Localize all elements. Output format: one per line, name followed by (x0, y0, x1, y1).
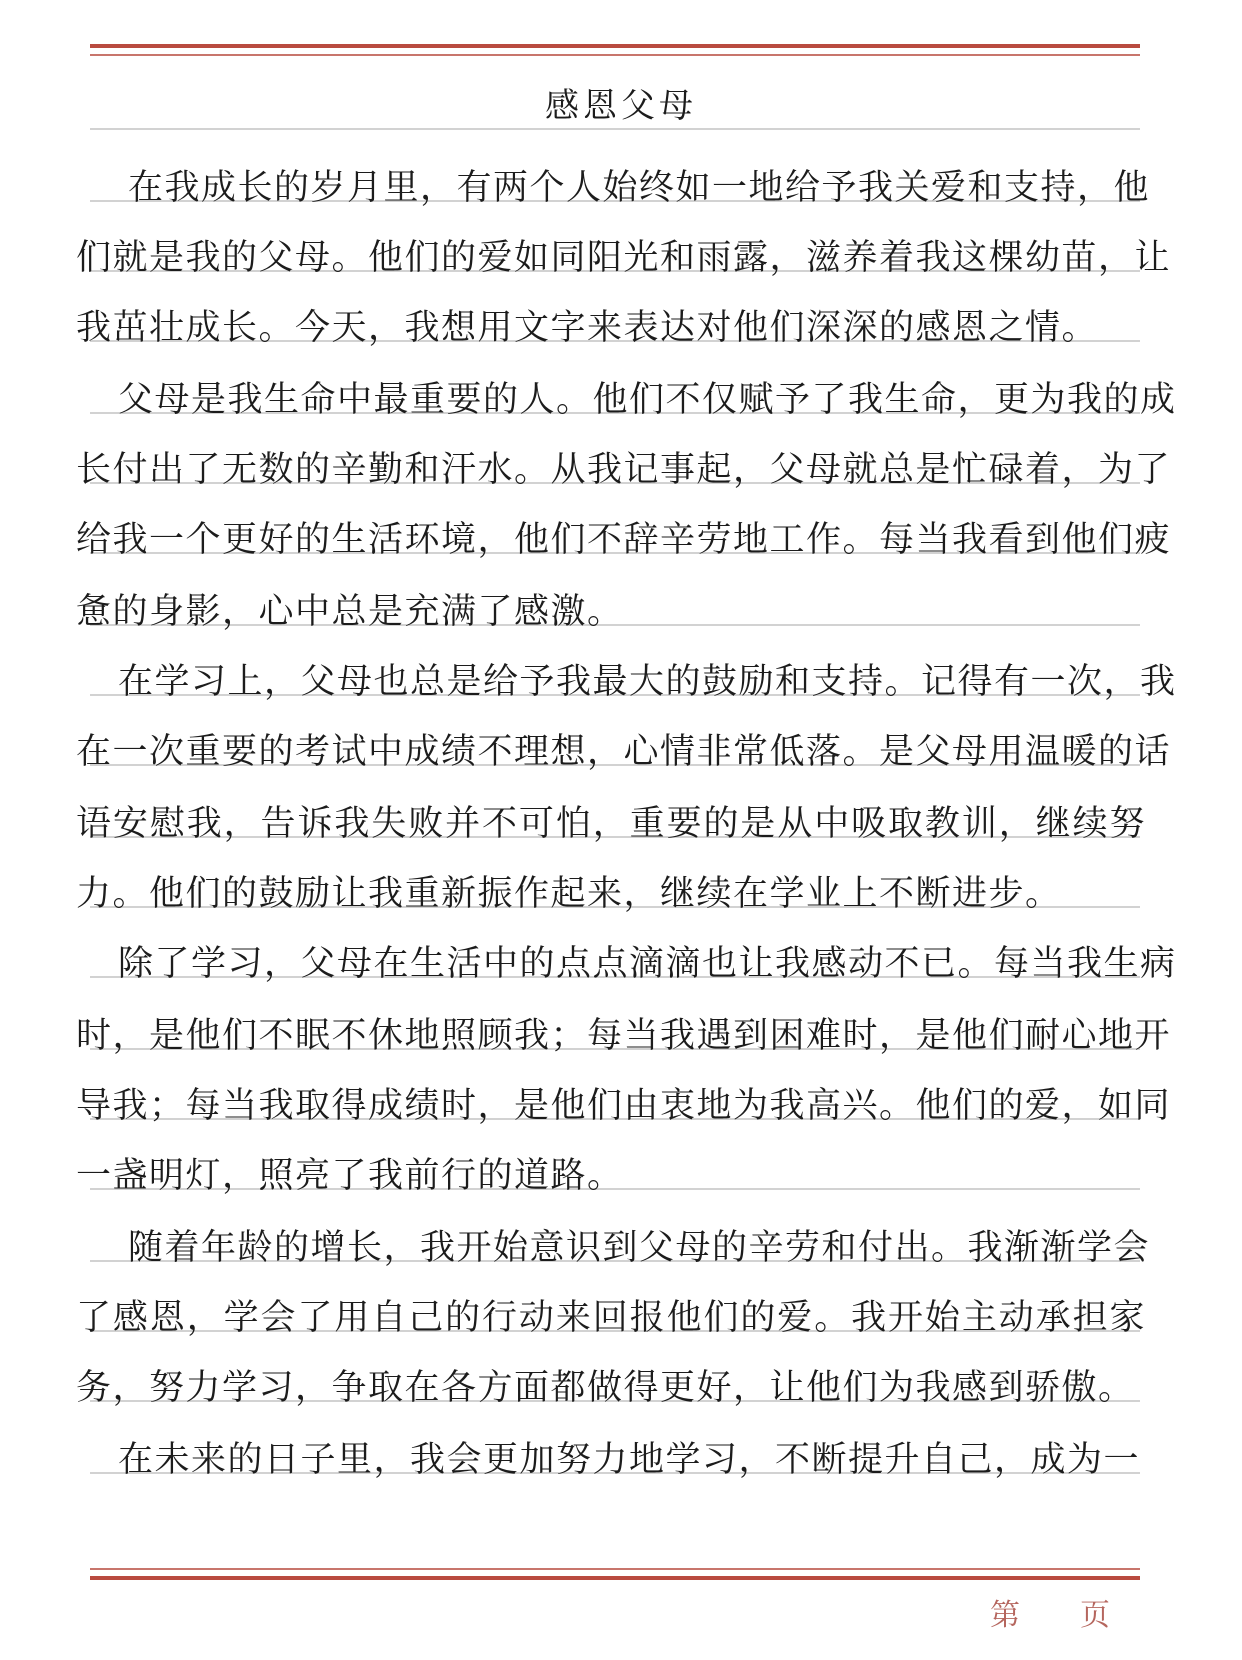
essay-line: 一盏明灯，照亮了我前行的道路。 (76, 1156, 624, 1196)
essay-line: 在未来的日子里，我会更加努力地学习，不断提升自己，成为一 (118, 1440, 1141, 1480)
essay-line: 父母是我生命中最重要的人。他们不仅赋予了我生命，更为我的成 (118, 380, 1177, 420)
essay-line: 们就是我的父母。他们的爱如同阳光和雨露，滋养着我这棵幼苗，让 (76, 238, 1172, 278)
essay-line: 务，努力学习，争取在各方面都做得更好，让他们为我感到骄傲。 (76, 1368, 1135, 1408)
essay-line: 给我一个更好的生活环境，他们不辞辛劳地工作。每当我看到他们疲 (76, 520, 1172, 560)
ruled-line (90, 128, 1140, 130)
bottom-red-rule-thin (90, 1568, 1140, 1570)
essay-title: 感恩父母 (545, 86, 697, 126)
essay-line: 导我；每当我取得成绩时，是他们由衷地为我高兴。他们的爱，如同 (76, 1086, 1172, 1126)
page-label-prefix: 第 (990, 1598, 1020, 1633)
essay-line: 时，是他们不眠不休地照顾我；每当我遇到困难时，是他们耐心地开 (76, 1016, 1172, 1056)
essay-line: 语安慰我，告诉我失败并不可怕，重要的是从中吸取教训，继续努 (76, 804, 1146, 844)
essay-line: 在学习上，父母也总是给予我最大的鼓励和支持。记得有一次，我 (118, 662, 1177, 702)
essay-line: 长付出了无数的辛勤和汗水。从我记事起，父母就总是忙碌着，为了 (76, 450, 1172, 490)
page-label-suffix: 页 (1080, 1598, 1110, 1633)
essay-line: 随着年龄的增长，我开始意识到父母的辛劳和付出。我渐渐学会 (128, 1228, 1151, 1268)
essay-line: 惫的身影，心中总是充满了感激。 (76, 592, 624, 632)
essay-line: 了感恩，学会了用自己的行动来回报他们的爱。我开始主动承担家 (76, 1298, 1146, 1338)
essay-line: 除了学习，父母在生活中的点点滴滴也让我感动不已。每当我生病 (118, 944, 1177, 984)
top-red-rule-thin (90, 54, 1140, 56)
bottom-red-rule (90, 1576, 1140, 1580)
essay-line: 在一次重要的考试中成绩不理想，心情非常低落。是父母用温暖的话 (76, 732, 1172, 772)
essay-line: 我茁壮成长。今天，我想用文字来表达对他们深深的感恩之情。 (76, 308, 1099, 348)
essay-line: 在我成长的岁月里，有两个人始终如一地给予我关爱和支持，他 (128, 168, 1151, 208)
essay-line: 力。他们的鼓励让我重新振作起来，继续在学业上不断进步。 (76, 874, 1062, 914)
top-red-rule (90, 44, 1140, 48)
